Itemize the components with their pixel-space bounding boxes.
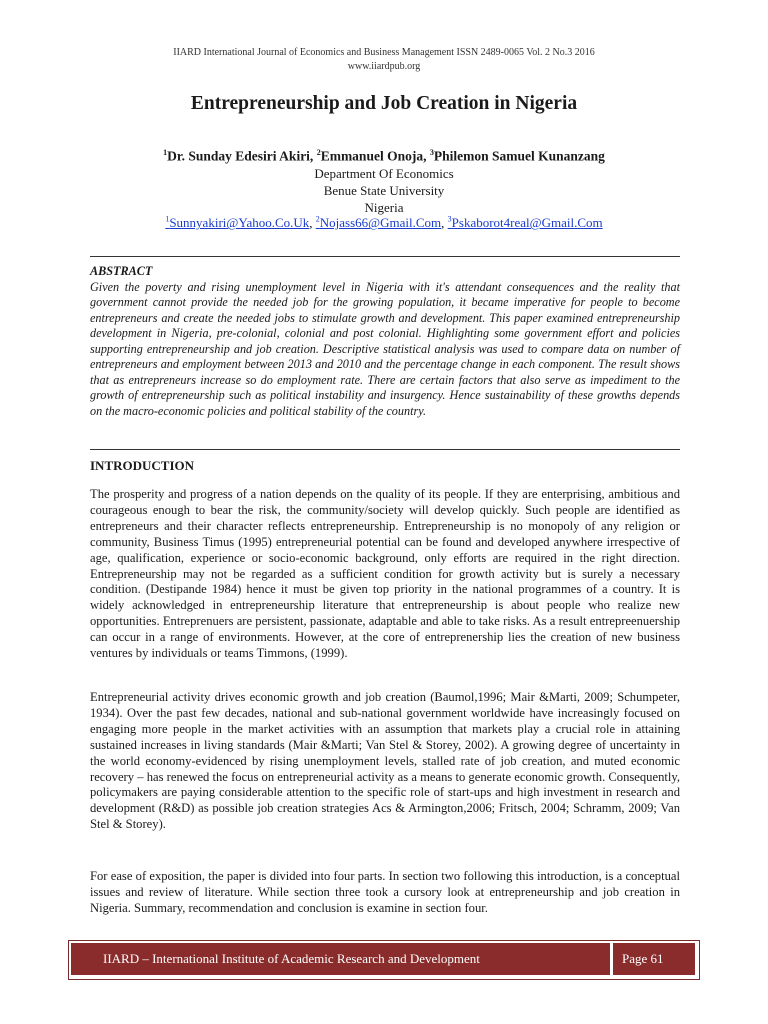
author-1-sup: 1 (163, 148, 168, 157)
author-2-sup: 2 (316, 148, 321, 157)
author-2-name: Emmanuel Onoja, (320, 148, 430, 164)
author-list (0, 148, 768, 165)
author-3-sup: 3 (429, 148, 434, 157)
email-list: $^1$Sunnyakiri@Yahoo.Co.Uk, $^2$Nojass66@Gmail.Com, $^3$Pskaborot4real@Gmail.Com (165, 215, 603, 231)
paper-title: Entrepreneurship and Job Creation in Nigeria (190, 93, 578, 114)
journal-url[interactable]: www.iiardpub.org (347, 61, 421, 72)
journal-header (0, 46, 768, 74)
footer-publisher: IIARD – International Institute of Academic Research and Development (103, 951, 480, 966)
footer-page-box (613, 943, 695, 975)
intro-paragraph-3: For ease of exposition, the paper is divided into four parts. In section two following this introduction, is a conceptual issues and review of literature. While section three took a cursory look at entrepreneurship and job creation in Nigeria. Summary, recommendation and conclusion is examine in section four. (90, 869, 680, 915)
abstract-heading: ABSTRACT (90, 264, 153, 278)
email-2-sup: 2 (315, 215, 320, 224)
university: Benue State University (323, 183, 445, 198)
footer-publisher-box (71, 943, 610, 975)
page-number: Page 61 (622, 951, 664, 966)
email-2-address: Nojass66@Gmail.Com (319, 215, 442, 231)
abstract-bottom-rule (90, 449, 680, 450)
email-1-address: Sunnyakiri@Yahoo.Co.Uk (169, 215, 310, 231)
email-3-address: Pskaborot4real@Gmail.Com (451, 215, 603, 231)
journal-info: IIARD International Journal of Economics and Business Management ISSN 2489-0065 Vol. 2 No.3 2016 (173, 47, 595, 58)
email-link-3[interactable] (448, 215, 603, 230)
abstract-text: Given the poverty and rising unemployment level in Nigeria with it's attendant consequences and the reality that government cannot provide the needed job for the growing population, it became imperative for people to become entrepreneurs and create the needed jobs to stimulate growth and development. This paper examined entrepreneurship development in Nigeria, pre-colonial, colonial and post colonial. Highlighting some government effort and policies supporting entrepreneurship and job creation. Descriptive statistical analysis was used to compare data on number of entrepreneurs and employment between 2013 and 2010 and the percentage change in each component. The result shows that as entrepreneurs increase so do employment rate. There are certain factors that also serve as impediment to the growth of entrepreneurship such as political instability and insurgency. Hence sustainability of these growths depends on the macro-economic policies and political stability of the country. (90, 279, 680, 418)
author-1-name: Dr. Sunday Edesiri Akiri, (167, 148, 317, 164)
abstract (90, 264, 680, 419)
intro-paragraph-2: Entrepreneurial activity drives economic growth and job creation (Baumol,1996; Mair &Marti, 2009; Schumpeter, 1934). Over the past few decades, national and sub-national government worldwide have increasingly focused on engaging more people in the market activities with an assumption that markets play a crucial role in attaining sustained increases in living standards (Mair &Marti; Van Stel & Storey, 2002). A growing degree of uncertainty in the world economy-evidenced by rising unemployment levels, stalled rate of job creation, and muted economic recovery – has renewed the focus on entrepreneurial activity as a means to generate economic growth. Consequently, policymakers are paying considerable attention to the specific role of start-ups and high investment in research and development (R&D) as possible job creation strategies Acs & Armington,2006; Fritsch, 2004; Schramm, 2009; Van Stel & Storey). (90, 690, 680, 832)
introduction-heading: INTRODUCTION (90, 458, 195, 473)
author-3-name: Philemon Samuel Kunanzang (433, 148, 605, 164)
affiliation (0, 165, 768, 216)
country: Nigeria (364, 200, 404, 215)
intro-paragraph-1: The prosperity and progress of a nation depends on the quality of its people. If they are enterprising, ambitious and courageous enough to bear the risk, the community/society will develop quickly. Such people are identified as entrepreneurs and their character reflects entrepreneurship. Entrepreneurship is no monopoly of any religion or community, Business Timus (1995) entrepreneurial potential can be found and developed anywhere irrespective of age, qualification, experience or socio-economic background, only efforts are required in the right direction. Entrepreneurship may not be regarded as a sufficient condition for growth activity but is surely a necessary condition. (Destipande 1984) hence it must be given top priority in the national programmes of a country. It is widely acknowledged in entrepreneurship literature that entrepreneurship is about people who realize new opportunities. Entreprenuers are persistent, passionate, adaptable and able to take risks. As a result entrepreenuership can occur in a range of environments. However, at the core of entreprenership lies the creation of new business ventures by individuals or teams Timmons, (1999). (90, 487, 680, 661)
email-link-1[interactable] (165, 215, 309, 230)
abstract-top-rule (90, 256, 680, 257)
department: Department Of Economics (314, 166, 454, 181)
email-link-2[interactable] (316, 215, 441, 230)
page-footer (68, 940, 700, 980)
email-3-sup: 3 (447, 215, 452, 224)
email-1-sup: 1 (165, 215, 170, 224)
